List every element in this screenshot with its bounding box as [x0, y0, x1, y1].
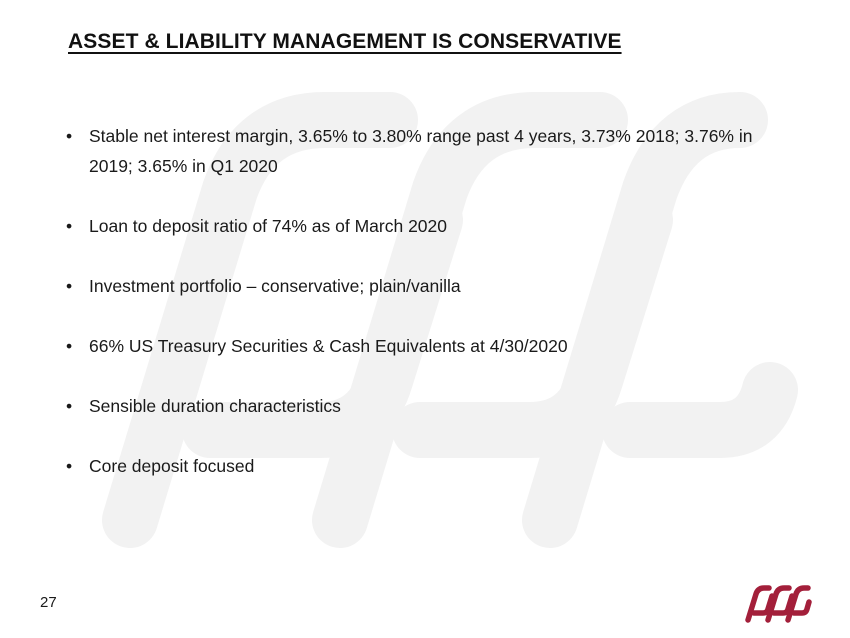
bullet-marker: •: [66, 456, 73, 476]
bullet-item-duration: [66, 391, 786, 421]
bullet-list: [66, 121, 786, 481]
bullet-text: Core deposit focused: [89, 456, 255, 476]
bullet-marker: •: [66, 276, 73, 296]
bullet-item-loan-to-deposit: [66, 211, 786, 241]
slide-title: ASSET & LIABILITY MANAGEMENT IS CONSERVATIVE: [68, 30, 622, 53]
bullet-text: Stable net interest margin, 3.65% to 3.80% range past 4 years, 3.73% 2018; 3.76% in 2019; 3.65% in Q1 2020: [89, 126, 753, 176]
bullet-marker: •: [66, 216, 73, 236]
bullet-text: Investment portfolio – conservative; plain/vanilla: [89, 276, 461, 296]
bullet-marker: •: [66, 126, 73, 146]
bullet-marker: •: [66, 396, 73, 416]
bullet-text: 66% US Treasury Securities & Cash Equivalents at 4/30/2020: [89, 336, 568, 356]
bullet-item-core-deposit: [66, 451, 786, 481]
bullet-marker: •: [66, 336, 73, 356]
bullet-text: Loan to deposit ratio of 74% as of March 2020: [89, 216, 448, 236]
page-number: 27: [40, 594, 57, 611]
chain-link-logo-icon: [744, 584, 812, 624]
bullet-text: Sensible duration characteristics: [89, 396, 341, 416]
bullet-item-investment-portfolio: [66, 271, 786, 301]
bullet-item-us-treasury: [66, 331, 786, 361]
bullet-item-net-interest-margin: [66, 121, 786, 181]
